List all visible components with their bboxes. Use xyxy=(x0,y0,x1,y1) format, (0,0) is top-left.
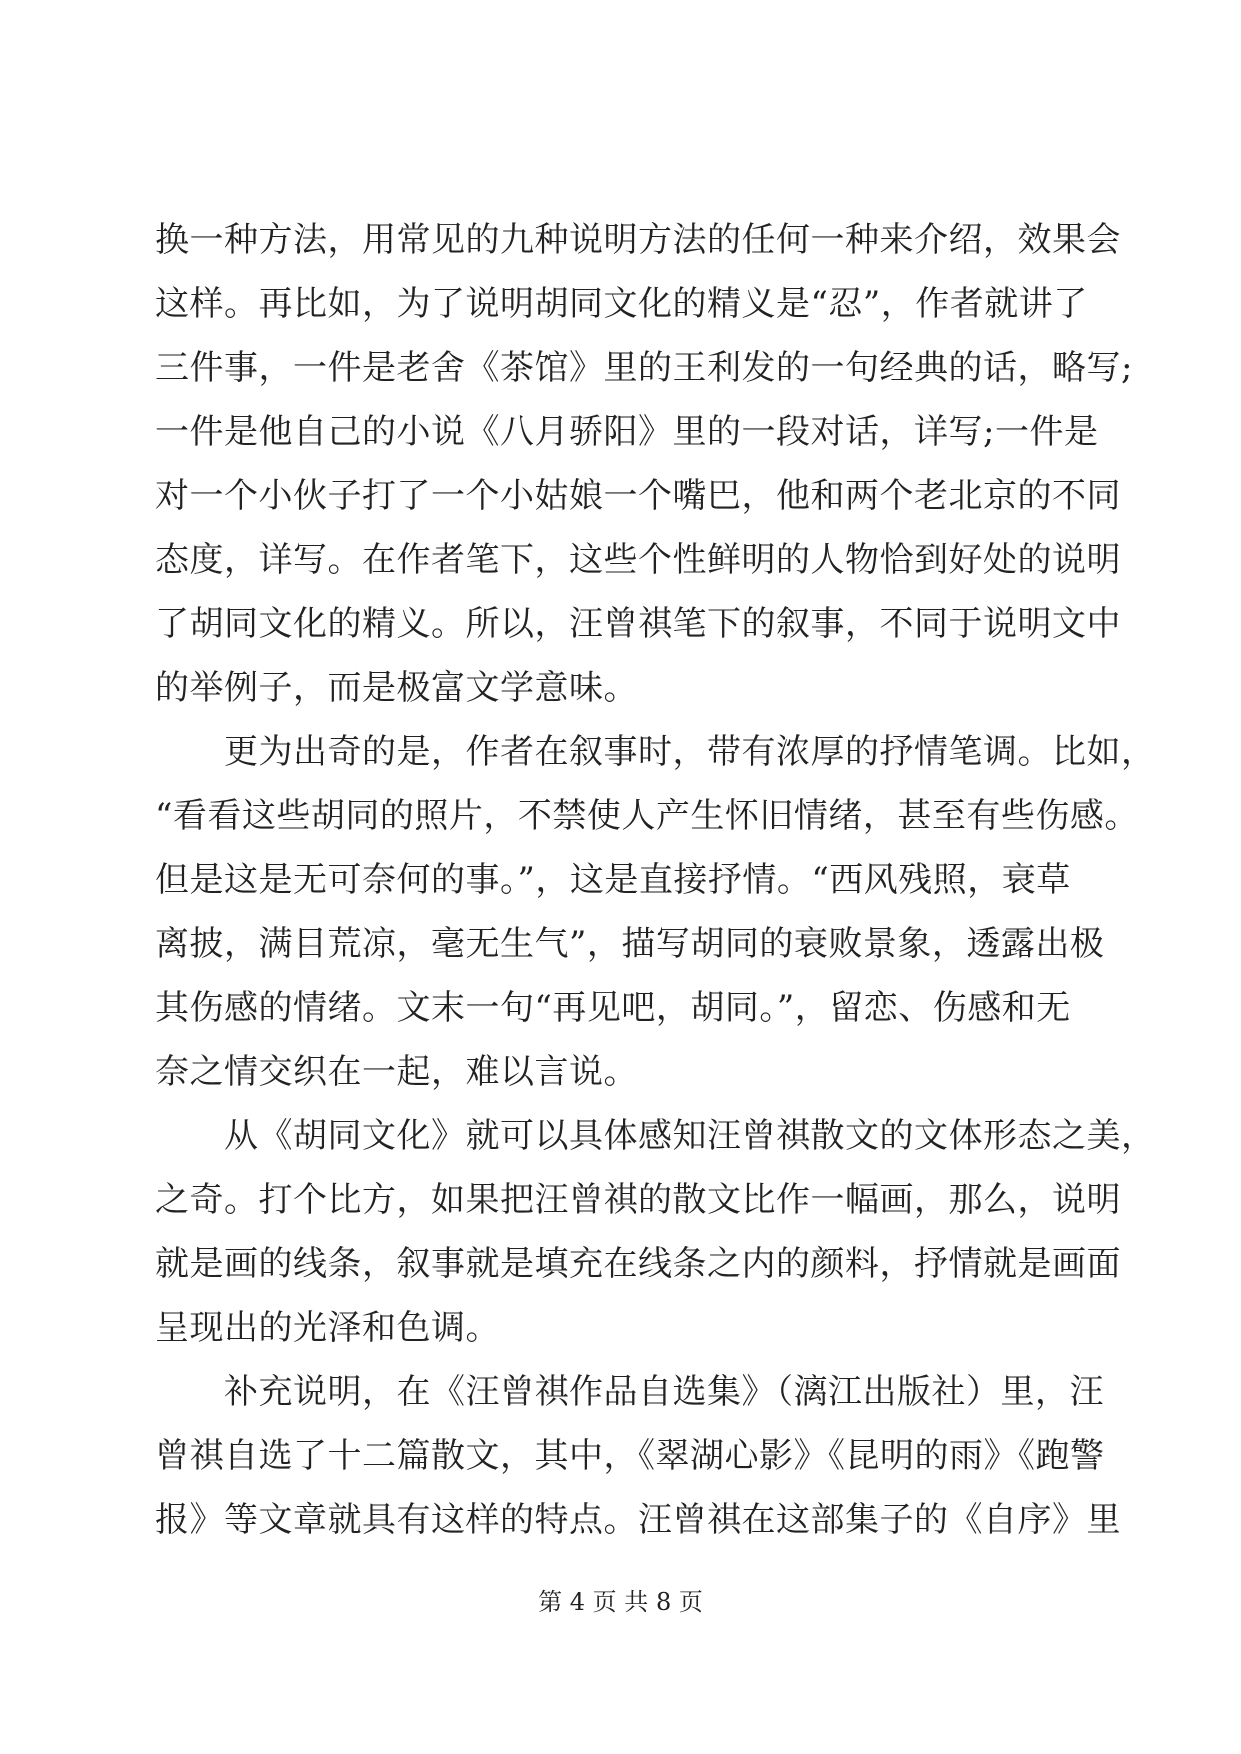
text-line: 换一种方法，用常见的九种说明方法的任何一种来介绍，效果会 xyxy=(155,220,1121,260)
text-line: 对一个小伙子打了一个小姑娘一个嘴巴，他和两个老北京的不同 xyxy=(155,476,1121,516)
text-line: 呈现出的光泽和色调。 xyxy=(155,1308,500,1348)
text-line: 报》等文章就具有这样的特点。汪曾祺在这部集子的《自序》里 xyxy=(155,1500,1121,1540)
text-line: 奈之情交织在一起，难以言说。 xyxy=(155,1052,638,1092)
text-line: 离披，满目荒凉，毫无生气”，描写胡同的衰败景象，透露出极 xyxy=(155,924,1105,964)
text-line: 态度，详写。在作者笔下，这些个性鲜明的人物恰到好处的说明 xyxy=(155,540,1121,580)
text-line: 之奇。打个比方，如果把汪曾祺的散文比作一幅画，那么，说明 xyxy=(155,1180,1121,1220)
text-line: 曾祺自选了十二篇散文，其中，《翠湖心影》《昆明的雨》《跑警 xyxy=(155,1436,1105,1476)
text-line: 这样。再比如，为了说明胡同文化的精义是“忍”，作者就讲了 xyxy=(155,284,1088,324)
text-line: 就是画的线条，叙事就是填充在线条之内的颜料，抒情就是画面 xyxy=(155,1244,1121,1284)
body-text xyxy=(155,208,1156,1552)
text-line: 了胡同文化的精义。所以，汪曾祺笔下的叙事，不同于说明文中 xyxy=(155,604,1121,644)
text-line: 的举例子，而是极富文学意味。 xyxy=(155,668,638,708)
text-line: 三件事，一件是老舍《茶馆》里的王利发的一句经典的话，略写; xyxy=(155,348,1133,388)
text-line: 补充说明，在《汪曾祺作品自选集》（漓江出版社）里，汪 xyxy=(155,1372,1104,1412)
text-line: 一件是他自己的小说《八月骄阳》里的一段对话，详写;一件是 xyxy=(155,412,1099,452)
text-line: “看看这些胡同的照片，不禁使人产生怀旧情绪，甚至有些伤感。 xyxy=(155,796,1139,836)
text-line: 但是这是无可奈何的事。”，这是直接抒情。“西风残照，衰草 xyxy=(155,860,1071,900)
page-footer: 第 4 页 共 8 页 xyxy=(538,1588,703,1616)
text-line: 其伤感的情绪。文末一句“再见吧，胡同。”，留恋、伤感和无 xyxy=(155,988,1071,1028)
text-line: 从《胡同文化》就可以具体感知汪曾祺散文的文体形态之美， xyxy=(155,1116,1156,1156)
text-line: 更为出奇的是，作者在叙事时，带有浓厚的抒情笔调。比如， xyxy=(155,732,1156,772)
